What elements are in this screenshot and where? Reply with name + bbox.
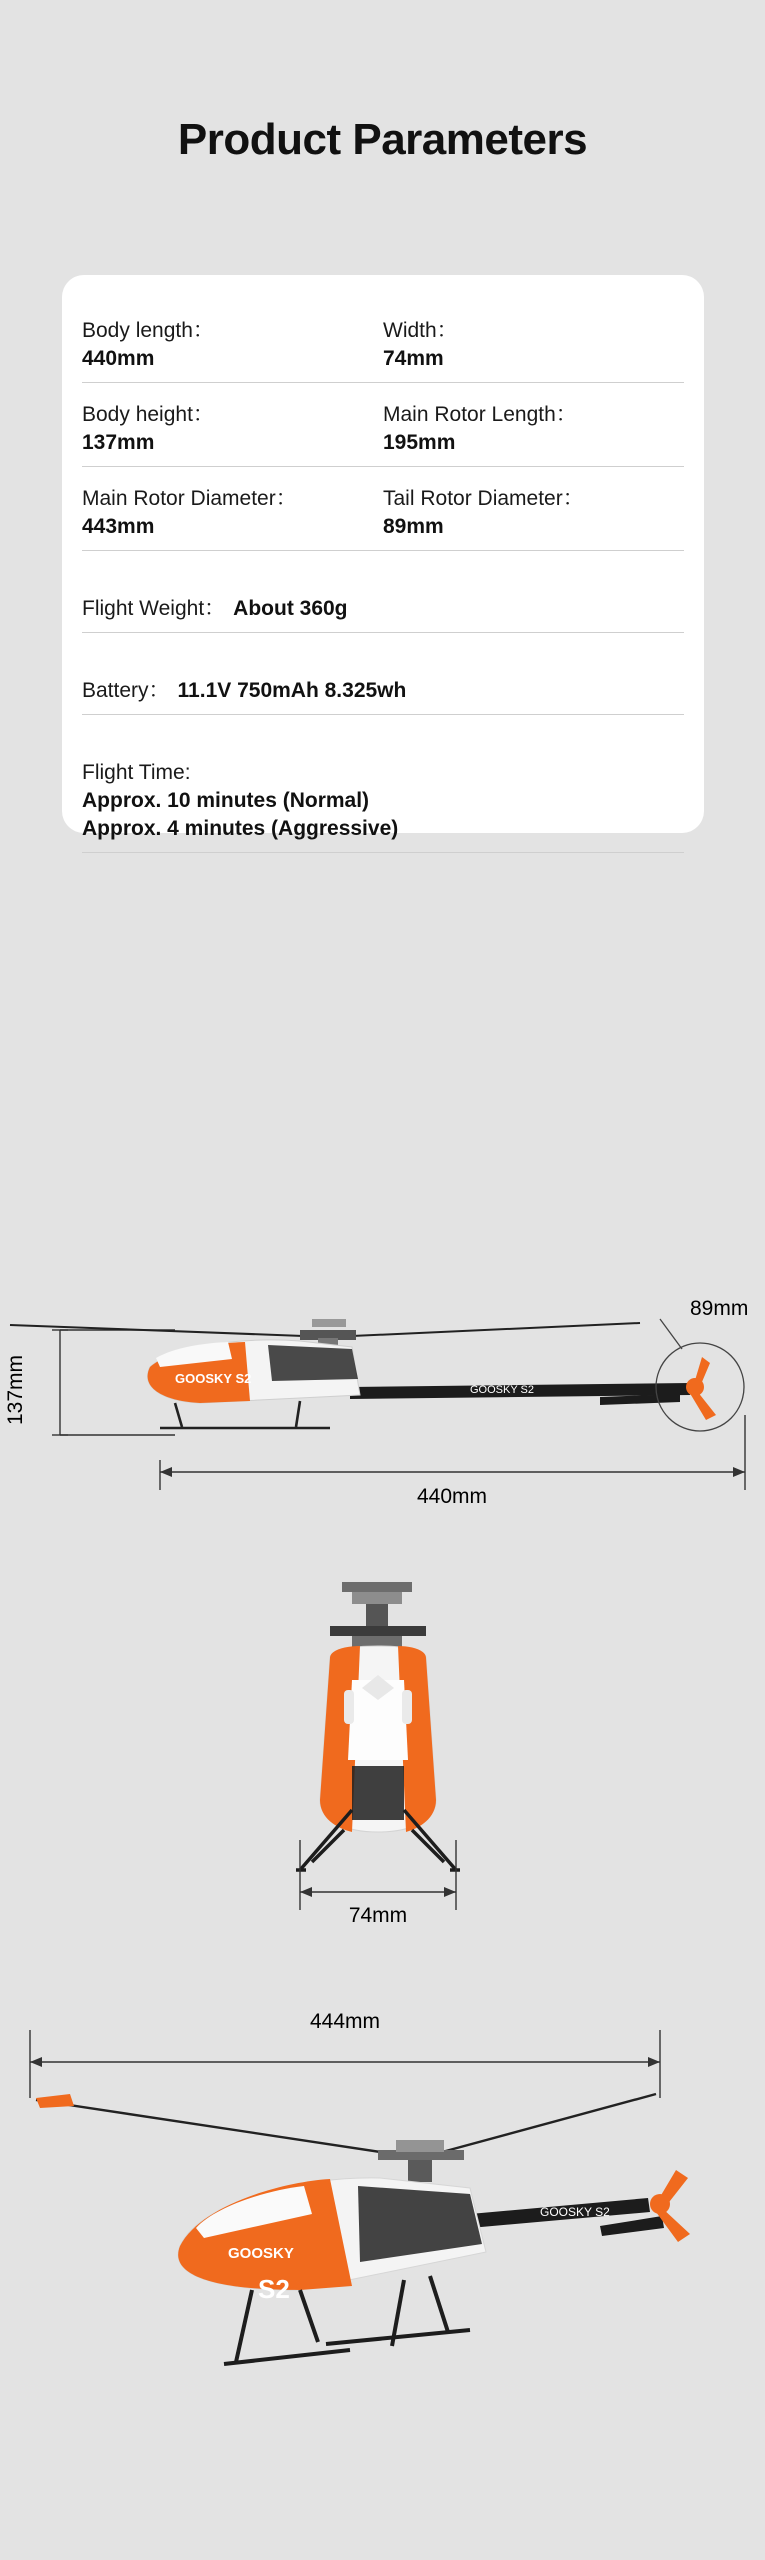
tail-text: GOOSKY S2 <box>540 2205 610 2219</box>
body-text: GOOSKY <box>228 2245 294 2262</box>
spec-label: Tail Rotor Diameter： <box>383 487 584 510</box>
tail-rotor <box>686 1357 716 1420</box>
rotor-diameter-label: 444mm <box>309 2010 381 2033</box>
spec-label: Body length： <box>82 319 214 342</box>
rotor-head-angled <box>378 2140 464 2182</box>
spec-label: Battery： <box>82 679 170 702</box>
spec-value-aggressive: Approx. 4 minutes (Aggressive) <box>82 817 399 840</box>
spec-value: About 360g <box>233 597 348 620</box>
spec-cell-main-rotor-diameter <box>82 485 383 541</box>
spec-value: 74mm <box>383 347 444 370</box>
spec-label: Flight Time: <box>82 761 191 784</box>
spec-cell-body-length <box>82 317 383 373</box>
spec-cell-body-height <box>82 401 383 457</box>
front-view-diagram <box>0 1570 765 1970</box>
spec-value: 440mm <box>82 347 155 370</box>
helicopter-body-angled <box>178 2178 486 2304</box>
spec-cell-tail-rotor-diameter <box>383 485 684 541</box>
spec-cell-main-rotor-length <box>383 401 684 457</box>
table-row <box>82 677 684 715</box>
spec-value: 137mm <box>82 431 155 454</box>
width-label: 74mm <box>348 1904 408 1927</box>
spacer <box>82 569 684 595</box>
spec-value: 195mm <box>383 431 456 454</box>
spec-value: 11.1V 750mAh 8.325wh <box>177 679 407 702</box>
spec-label: Flight Weight： <box>82 597 226 620</box>
spec-label: Main Rotor Length： <box>383 403 577 426</box>
spec-label: Main Rotor Diameter： <box>82 487 297 510</box>
front-rotor-head <box>330 1582 426 1650</box>
spec-label: Width： <box>383 319 458 342</box>
horizontal-stabilizer-angled <box>600 2216 664 2236</box>
page-title: Product Parameters <box>177 115 588 164</box>
landing-skids <box>160 1401 330 1428</box>
table-row <box>82 759 684 853</box>
spec-label: Body height： <box>82 403 214 426</box>
top-angle-view-diagram <box>0 1990 765 2550</box>
spacer <box>82 651 684 677</box>
side-view-diagram <box>0 1275 765 1550</box>
table-row <box>82 485 684 551</box>
spec-cell-battery <box>82 677 684 705</box>
spec-cell-flight-time <box>82 759 684 843</box>
tail-rotor-label: 89mm <box>690 1297 749 1320</box>
helicopter-body <box>148 1340 360 1403</box>
body-text: GOOSKY S2 <box>175 1371 252 1386</box>
table-row <box>82 595 684 633</box>
length-dimension-line <box>160 1415 745 1490</box>
blade-tip-marker <box>36 2094 74 2108</box>
length-label: 440mm <box>416 1485 488 1508</box>
main-rotor-blades-angled <box>36 2094 656 2158</box>
table-row <box>82 401 684 467</box>
spec-value-normal: Approx. 10 minutes (Normal) <box>82 789 370 812</box>
rotor-diameter-dimension-line <box>30 2030 660 2098</box>
spec-cell-flight-weight <box>82 595 684 623</box>
spec-card <box>62 275 704 840</box>
spec-value: 443mm <box>82 515 155 538</box>
spec-value: 89mm <box>383 515 444 538</box>
tail-rotor-angled <box>650 2170 690 2242</box>
tail-boom-text: GOOSKY S2 <box>470 1384 534 1396</box>
spec-cell-width <box>383 317 684 373</box>
height-label: 137mm <box>4 1354 27 1426</box>
front-fuselage <box>320 1646 436 1832</box>
callout-leader-line <box>660 1319 682 1349</box>
spacer <box>82 733 684 759</box>
model-text: S2 <box>258 2274 290 2304</box>
table-row <box>82 317 684 383</box>
spec-table <box>82 317 684 853</box>
